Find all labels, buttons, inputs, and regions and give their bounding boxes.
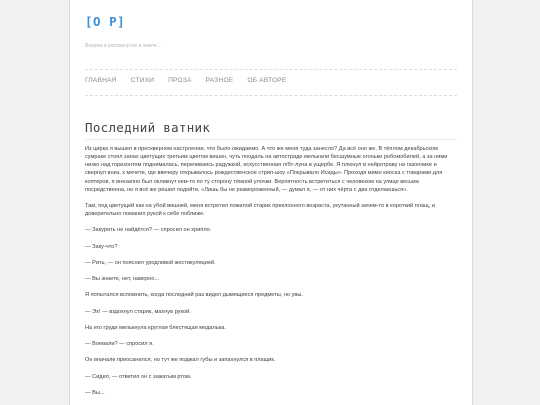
paragraph: Из цирка я вышел в прескверном настроении, что было ожидаемо. А что же меня туда занесло? Да всё оно же. В тёплом декабрьском сумраке стоял запах цветущих третьим цветом вишен, чуть поодаль на автостраде мелькали бесшумные огоньки робомобилей, а за ними низко над горизонтом поднималась, переливаясь радужкой, искусственная л/бт-луна в ущербе. Я плюнул в нейротраву на газончике и свернул вниз, к мечети, где ввечеру открывалось рождественское стрип-шоу «Покрывало Исиды». Проходя мимо киоска с товарами для коптеров, я внезапно был окликнут кем-то по ту сторону тёмной улочки. Вероятность встретиться с человеком на улице весьма посредственна, но я всё же решил подойти. «Лишь бы не размороженный, — думал я, — от них чёрта с два отделаешься». (85, 146, 448, 193)
nav-item-about[interactable]: ОБ АВТОРЕ (247, 77, 287, 84)
nav-item-prose[interactable]: ПРОЗА (168, 77, 192, 84)
site-tagline: Вихрем в распахнутое в земле... (85, 43, 161, 49)
paragraph: Я попытался вспомнить, когда последний раз видел дымящиеся предметы, но увы. (85, 292, 303, 299)
post-title[interactable]: Последний ватник (85, 120, 211, 135)
paragraph: — Вы... (85, 389, 105, 396)
main-nav (85, 77, 457, 84)
paragraph: — Рить, — он пояснил уродливой жестикуляцией. (85, 259, 216, 266)
nav-item-misc[interactable]: РАЗНОЕ (205, 77, 234, 84)
paragraph: — Сидел, — ответил он с зажатым ртом. (85, 373, 192, 380)
title-divider (85, 139, 457, 140)
paragraph: На его груди мелькнула круглая блестящая медалька. (85, 324, 226, 331)
site-logo[interactable]: [О Р] (85, 14, 126, 29)
nav-top-divider (85, 69, 457, 70)
paragraph: — Эх! — вздохнул старик, махнув рукой. (85, 308, 191, 315)
paragraph: — Заку-что? (85, 243, 118, 250)
paragraph: — Воевали? — спросил я. (85, 341, 154, 348)
paragraph: — Закурить не найдётся? — спросил он хрипло. (85, 227, 212, 234)
paragraph: — Вы знаете, нет, наверно... (85, 276, 160, 283)
nav-item-poems[interactable]: СТИХИ (130, 77, 155, 84)
paragraph: Там, под цветущей как на убой вишней, меня встретил пожилой старик преклонного возраста, укутанный зачем-то в короткий плащ, и доверительно поманил рукой к себе поближе. (85, 203, 435, 218)
nav-item-home[interactable]: ГЛАВНАЯ (85, 77, 117, 84)
page-container (69, 0, 473, 405)
paragraph: Он вначале приосанился, но тут же поджал губы и запахнулся в плащик. (85, 357, 276, 364)
nav-bottom-divider (85, 95, 457, 96)
post-content (85, 145, 457, 405)
